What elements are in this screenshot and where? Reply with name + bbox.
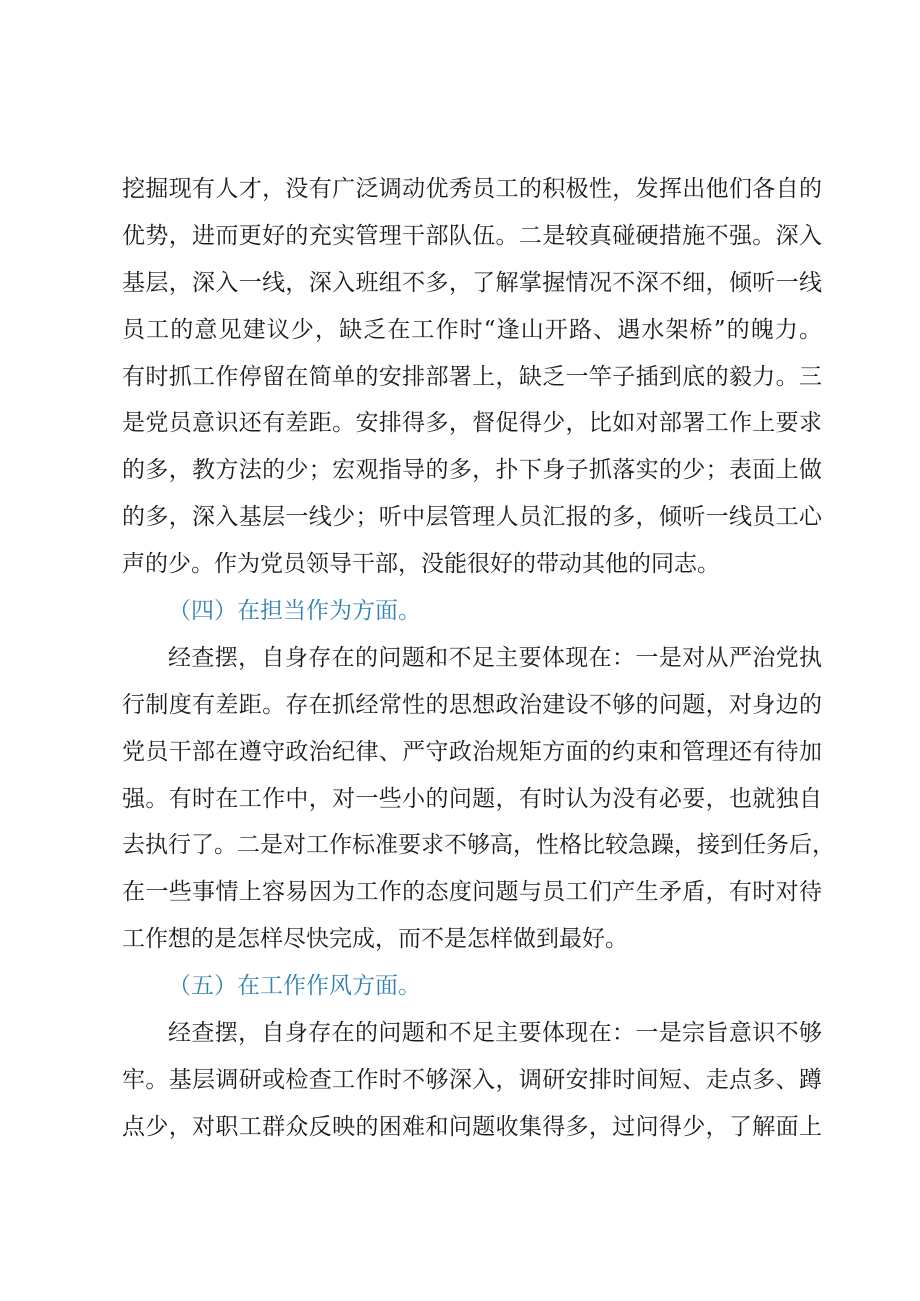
document-body — [122, 166, 835, 1151]
body-line-6: 是党员意识还有差距。安排得多，督促得少，比如对部署工作上要求 — [122, 410, 822, 437]
body-line-7: 的多，教方法的少；宏观指导的多，扑下身子抓落实的少；表面上做 — [122, 457, 822, 484]
body-line-19: 经查摆，自身存在的问题和不足主要体现在：一是宗旨意识不够 — [168, 1020, 822, 1047]
body-line-5: 有时抓工作停留在简单的安排部署上，缺乏一竿子插到底的毅力。三 — [122, 363, 822, 390]
body-line-15: 去执行了。二是对工作标准要求不够高，性格比较急躁，接到任务后， — [122, 832, 835, 859]
body-line-20: 牢。基层调研或检查工作时不够深入，调研安排时间短、走点多、蹲 — [122, 1066, 822, 1093]
body-line-3: 基层，深入一线，深入班组不多，了解掌握情况不深不细，倾听一线 — [122, 269, 822, 296]
body-line-12: 行制度有差距。存在抓经常性的思想政治建设不够的问题，对身边的 — [122, 691, 822, 718]
body-line-16: 在一些事情上容易因为工作的态度问题与员工们产生矛盾，有时对待 — [122, 879, 822, 906]
body-line-8: 的多，深入基层一线少；听中层管理人员汇报的多，倾听一线员工心 — [122, 504, 822, 531]
body-line-14: 强。有时在工作中，对一些小的问题，有时认为没有必要，也就独自 — [122, 785, 822, 812]
body-line-11: 经查摆，自身存在的问题和不足主要体现在：一是对从严治党执 — [168, 644, 822, 671]
section-heading-4: （四）在担当作为方面。 — [168, 598, 421, 625]
body-line-21: 点少，对职工群众反映的困难和问题收集得多，过问得少，了解面上 — [122, 1113, 822, 1140]
section-heading-5: （五）在工作作风方面。 — [168, 973, 421, 1000]
body-line-17: 工作想的是怎样尽快完成，而不是怎样做到最好。 — [122, 926, 628, 953]
body-line-9: 声的少。作为党员领导干部，没能很好的带动其他的同志。 — [122, 551, 720, 578]
body-line-2: 优势，进而更好的充实管理干部队伍。二是较真碰硬措施不强。深入 — [122, 222, 822, 249]
body-line-4: 员工的意见建议少，缺乏在工作时“逢山开路、遇水架桥”的魄力。 — [122, 316, 822, 343]
body-line-1: 挖掘现有人才，没有广泛调动优秀员工的积极性，发挥出他们各自的 — [122, 176, 822, 202]
body-line-13: 党员干部在遵守政治纪律、严守政治规矩方面的约束和管理还有待加 — [122, 738, 822, 765]
